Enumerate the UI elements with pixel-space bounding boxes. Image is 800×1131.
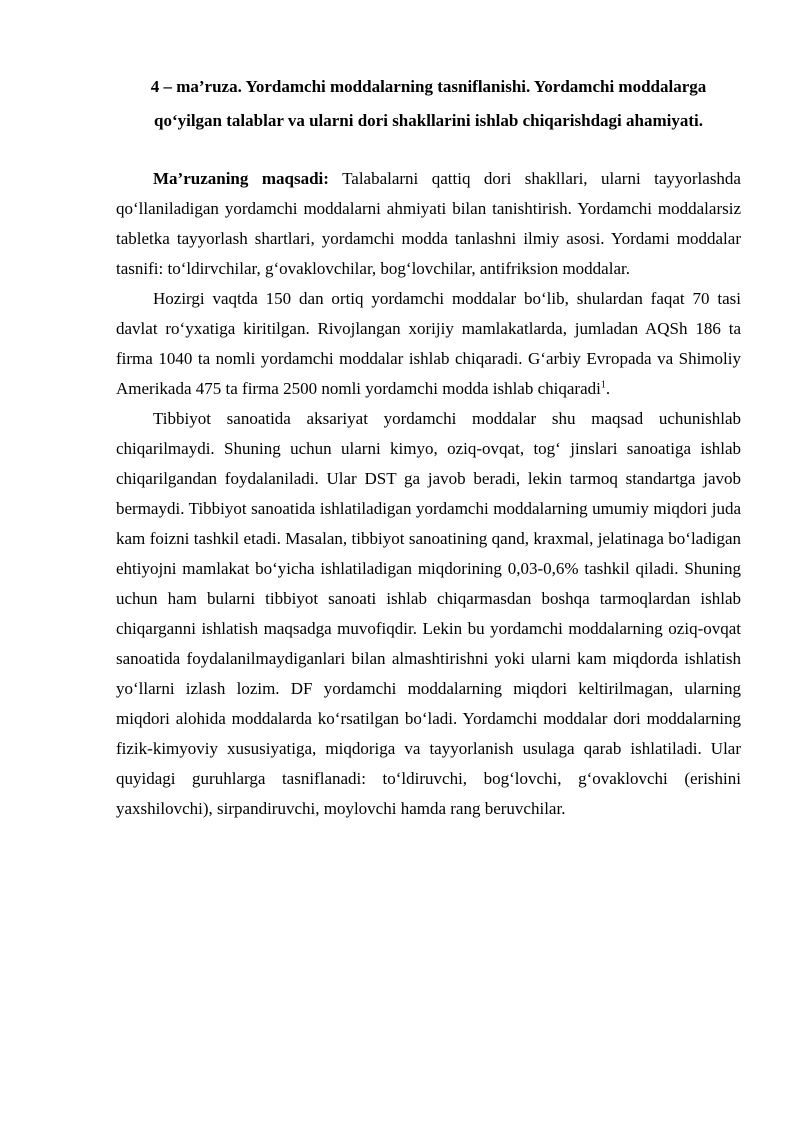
lecture-title: [106, 70, 751, 138]
goal-paragraph: [116, 164, 741, 284]
industry-paragraph: [116, 404, 741, 824]
statistics-paragraph: [116, 284, 741, 404]
statistics-text: Hozirgi vaqtda 150 dan ortiq yordamchi moddalar bo‘lib, shulardan faqat 70 tasi davlat ro‘yxatiga kiritilgan. Rivojlangan xorijiy mamlakatlarda, jumladan AQSh 186 ta firma 1040 ta nomli yordamchi moddalar ishlab chiqaradi. G‘arbiy Evropada va Shimoliy Amerikada 475 ta firma 2500 nomli yordamchi modda ishlab chiqaradi: [116, 289, 741, 398]
footnote-marker[interactable]: 1: [600, 379, 606, 391]
document-page: [116, 70, 741, 824]
title-line-1: 4 – ma’ruza. Yordamchi moddalarning tasniflanishi. Yordamchi moddalarga: [150, 77, 707, 96]
spacer: [116, 138, 741, 164]
industry-text: Tibbiyot sanoatida aksariyat yordamchi moddalar shu maqsad uchunishlab chiqarilmaydi. Shuning uchun ularni kimyo, oziq-ovqat, tog‘ jinslari sanoatiga ishlab chiqarilgandan foydalaniladi. Ular DST ga javob beradi, lekin tarmoq standartga javob bermaydi. Tibbiyot sanoatida ishlatiladigan yordamchi moddalarning umumiy miqdori juda kam foizni tashkil etadi. Masalan, tibbiyot sanoatining qand, kraxmal, jelatinaga bo‘ladigan ehtiyojni mamlakat bo‘yicha ishlatiladigan miqdorining 0,03-0,6% tashkil qiladi. Shuning uchun ham bularni tibbiyot sanoati ishlab chiqarmasdan boshqa tarmoqlardan ishlab chiqarganni ishlatish maqsadga muvofiqdir. Lekin bu yordamchi moddalarning oziq-ovqat sanoatida foydalanilmaydiganlari bilan almashtirishni yoki ularni kam miqdorda ishlatish yo‘llarni izlash lozim. DF yordamchi moddalarning miqdori keltirilmagan, ularning miqdori alohida moddalarda ko‘rsatilgan bo‘ladi. Yordamchi moddalar dori moddalarning fizik-kimyoviy xususiyatiga, miqdoriga va tayyorlanish usulaga qarab ishlatiladi. Ular quyidagi guruhlarga tasniflanadi: to‘ldiruvchi, bog‘lovchi, g‘ovaklovchi (erishini yaxshilovchi), sirpandiruvchi, moylovchi hamda rang beruvchilar.: [116, 409, 741, 818]
goal-label: Ma’ruzaning maqsadi:: [153, 169, 329, 188]
goal-text: Talabalarni qattiq dori shakllari, ularni tayyorlashda qo‘llaniladigan yordamchi moddalarni ahmiyati bilan tanishtirish. Yordamchi moddalarsiz tabletka tayyorlash shartlari, yordamchi modda tanlashni ilmiy asosi. Yordami moddalar tasnifi: to‘ldirvchilar, g‘ovaklovchilar, bog‘lovchilar, antifriksion moddalar.: [116, 169, 741, 278]
statistics-end: .: [605, 379, 611, 398]
title-line-2: qo‘yilgan talablar va ularni dori shakllarini ishlab chiqarishdagi ahamiyati.: [154, 111, 703, 130]
